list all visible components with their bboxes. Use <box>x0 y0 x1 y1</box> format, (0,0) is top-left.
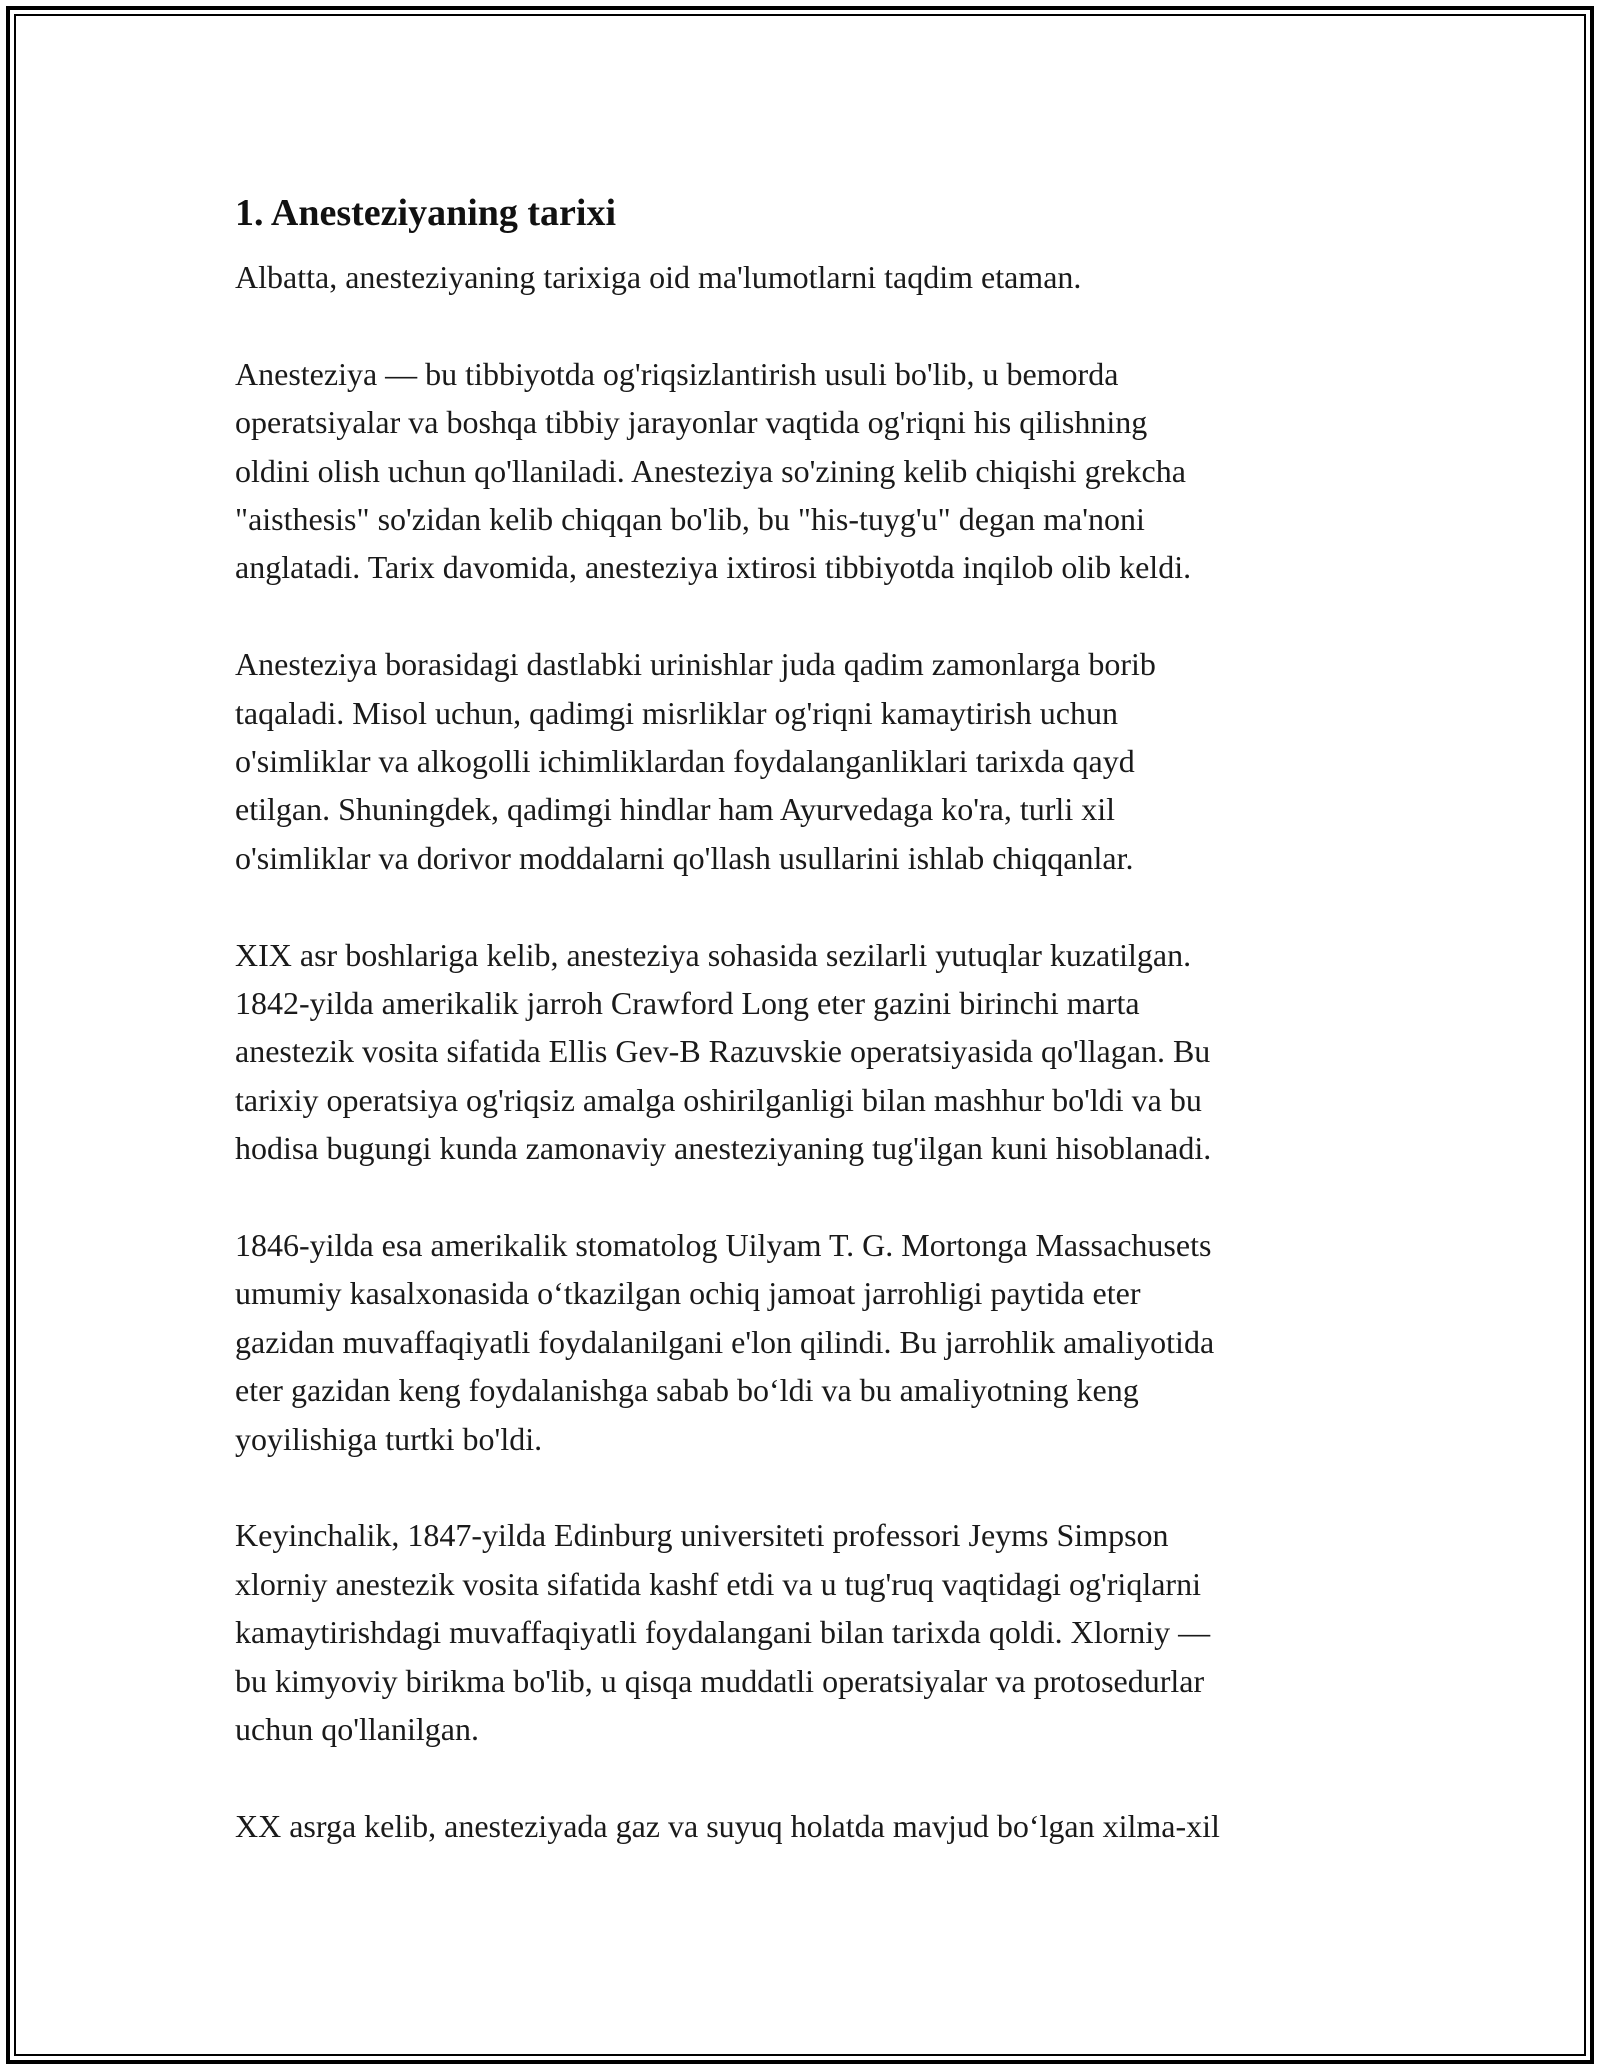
paragraph-20th-century: XX asrga kelib, anesteziyada gaz va suyuq holatda mavjud boʻlgan xilma-xil <box>235 1807 1220 1844</box>
paragraph-ancient-history: Anesteziya borasidagi dastlabki urinishlar juda qadim zamonlarga borib taqaladi. Misol uchun, qadimgi misrliklar og'riqni kamaytirish uchun o'simliklar va alkogolli ichimliklardan foydalanganliklari tarixda qayd etilgan. Shuningdek, qadimgi hindlar ham Ayurvedaga ko'ra, turli xil o'simliklar va dorivor moddalarni qo'llash usullarini ishlab chiqqanlar. <box>235 646 1156 876</box>
paragraph-definition: Anesteziya — bu tibbiyotda og'riqsizlantirish usuli bo'lib, u bemorda operatsiyalar va boshqa tibbiy jarayonlar vaqtida og'riqni his qilishning oldini olish uchun qo'llaniladi. Anesteziya so'zining kelib chiqishi grekcha "aisthesis" so'zidan kelib chiqqan bo'lib, bu "his-tuyg'u" degan ma'noni anglatadi. Tarix davomida, anesteziya ixtirosi tibbiyotda inqilob olib keldi. <box>235 355 1192 586</box>
paragraph-19th-century: XIX asr boshlariga kelib, anesteziya sohasida sezilarli yutuqlar kuzatilgan. 1842-yilda amerikalik jarroh Crawford Long eter gazini birinchi marta anestezik vosita sifatida Ellis Gev-B Razuvskie operatsiyasida qo'llagan. Bu tarixiy operatsiya og'riqsiz amalga oshirilganligi bilan mashhur bo'ldi va bu hodisa bugungi kunda zamonaviy anesteziyaning tug'ilgan kuni hisoblanadi. <box>235 936 1212 1167</box>
document-body <box>235 185 1390 1850</box>
paragraph-intro: Albatta, anesteziyaning tarixiga oid ma'lumotlarni taqdim etaman. <box>235 259 1082 295</box>
paragraph-morton-1846: 1846-yilda esa amerikalik stomatolog Uilyam T. G. Mortonga Massachusets umumiy kasalxonasida oʻtkazilgan ochiq jamoat jarrohligi paytida eter gazidan muvaffaqiyatli foydalanilgani e'lon qilindi. Bu jarrohlik amaliyotida eter gazidan keng foydalanishga sabab boʻldi va bu amaliyotning keng yoyilishiga turtki bo'ldi. <box>235 1227 1215 1457</box>
section-heading: 1. Anesteziyaning tarixi <box>235 192 617 234</box>
paragraph-simpson-1847: Keyinchalik, 1847-yilda Edinburg universiteti professori Jeyms Simpson xlorniy anestezik vosita sifatida kashf etdi va u tug'ruq vaqtidagi og'riqlarni kamaytirishdagi muvaffaqiyatli foydalangani bilan tarixda qoldi. Xlorniy — bu kimyoviy birikma bo'lib, u qisqa muddatli operatsiyalar va protosedurlar uchun qo'llanilgan. <box>235 1517 1211 1748</box>
